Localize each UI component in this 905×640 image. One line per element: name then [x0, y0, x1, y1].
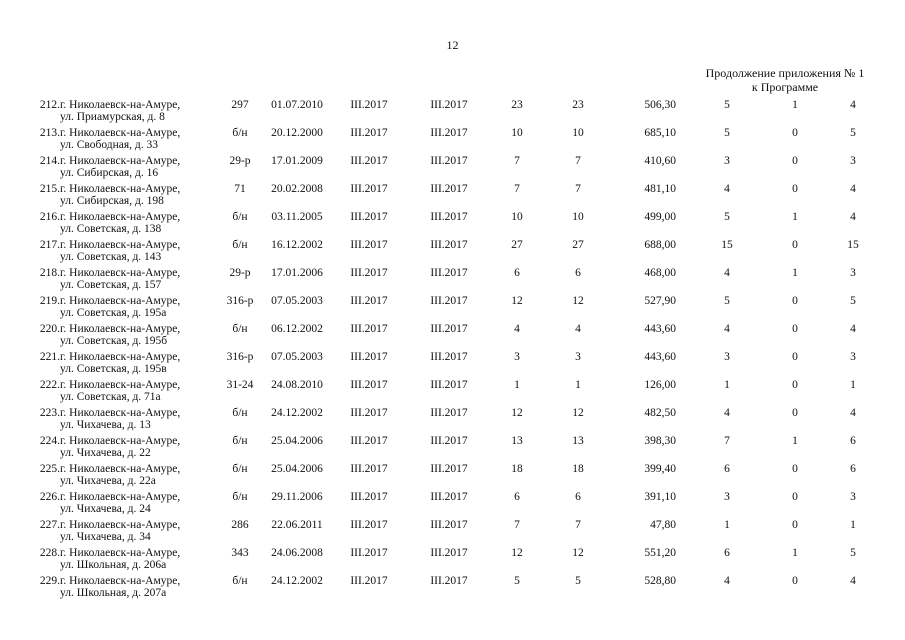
start-quarter: III.2017	[350, 463, 388, 475]
apartments-total: 3	[724, 491, 730, 503]
document-number: б/н	[232, 239, 248, 251]
start-quarter: III.2017	[350, 491, 388, 503]
document-date: 25.04.2006	[271, 435, 323, 447]
address	[60, 463, 225, 487]
table-row	[0, 351, 905, 379]
document-number: б/н	[232, 575, 248, 587]
end-quarter: III.2017	[430, 491, 468, 503]
row-number: 216.	[39, 211, 60, 223]
area-value: 47,80	[650, 519, 676, 531]
area-value: 481,10	[644, 183, 676, 195]
residents-resettled: 1	[575, 379, 581, 391]
apartments-private: 1	[850, 519, 856, 531]
address-city: г. Николаевск-на-Амуре,	[60, 295, 181, 307]
residents-resettled: 12	[572, 547, 584, 559]
address-street: ул. Советская, д. 195в	[60, 363, 167, 375]
table-row	[0, 295, 905, 323]
apartments-municipal: 0	[792, 239, 798, 251]
address-city: г. Николаевск-на-Амуре,	[60, 211, 181, 223]
end-quarter: III.2017	[430, 351, 468, 363]
apartments-municipal: 0	[792, 155, 798, 167]
address-street: ул. Чихачева, д. 13	[60, 419, 151, 431]
end-quarter: III.2017	[430, 211, 468, 223]
address-street: ул. Приамурская, д. 8	[60, 111, 165, 123]
table-row	[0, 491, 905, 519]
address-street: ул. Сибирская, д. 16	[60, 167, 159, 179]
apartments-private: 3	[850, 351, 856, 363]
apartments-private: 15	[847, 239, 859, 251]
row-number: 223.	[39, 407, 60, 419]
residents-resettled: 18	[572, 463, 584, 475]
table-row	[0, 239, 905, 267]
table-row	[0, 323, 905, 351]
residents-resettled: 27	[572, 239, 584, 251]
end-quarter: III.2017	[430, 435, 468, 447]
area-value: 527,90	[644, 295, 676, 307]
apartments-municipal: 0	[792, 491, 798, 503]
address-city: г. Николаевск-на-Амуре,	[60, 323, 181, 335]
apartments-total: 5	[724, 127, 730, 139]
table-row	[0, 547, 905, 575]
apartments-total: 3	[724, 351, 730, 363]
apartments-total: 7	[724, 435, 730, 447]
apartments-municipal: 0	[792, 519, 798, 531]
residents-count: 3	[514, 351, 520, 363]
document-number: б/н	[232, 463, 248, 475]
row-number: 228.	[39, 547, 60, 559]
address-street: ул. Чихачева, д. 34	[60, 531, 151, 543]
apartments-municipal: 1	[792, 547, 798, 559]
address-city: г. Николаевск-на-Амуре,	[60, 155, 181, 167]
area-value: 482,50	[644, 407, 676, 419]
apartments-municipal: 1	[792, 435, 798, 447]
apartments-private: 4	[850, 211, 856, 223]
table-row	[0, 435, 905, 463]
table-row	[0, 183, 905, 211]
end-quarter: III.2017	[430, 519, 468, 531]
address-street: ул. Чихачева, д. 24	[60, 503, 151, 515]
apartments-total: 4	[724, 407, 730, 419]
residents-count: 12	[511, 407, 523, 419]
residents-count: 18	[511, 463, 523, 475]
address	[60, 99, 225, 123]
apartments-private: 6	[850, 463, 856, 475]
document-number: б/н	[232, 323, 248, 335]
start-quarter: III.2017	[350, 239, 388, 251]
start-quarter: III.2017	[350, 183, 388, 195]
apartments-total: 4	[724, 183, 730, 195]
address-city: г. Николаевск-на-Амуре,	[60, 127, 181, 139]
address	[60, 127, 225, 151]
area-value: 410,60	[644, 155, 676, 167]
address	[60, 407, 225, 431]
row-number: 215.	[39, 183, 60, 195]
area-value: 443,60	[644, 323, 676, 335]
row-number: 219.	[39, 295, 60, 307]
document-date: 25.04.2006	[271, 463, 323, 475]
apartments-total: 6	[724, 463, 730, 475]
document-number: б/н	[232, 211, 248, 223]
address	[60, 491, 225, 515]
row-number: 229.	[39, 575, 60, 587]
apartments-municipal: 0	[792, 407, 798, 419]
address-city: г. Николаевск-на-Амуре,	[60, 575, 181, 587]
residents-resettled: 5	[575, 575, 581, 587]
apartments-private: 4	[850, 323, 856, 335]
area-value: 688,00	[644, 239, 676, 251]
address-street: ул. Сибирская, д. 198	[60, 195, 164, 207]
apartments-total: 6	[724, 547, 730, 559]
address-city: г. Николаевск-на-Амуре,	[60, 183, 181, 195]
end-quarter: III.2017	[430, 575, 468, 587]
apartments-total: 1	[724, 519, 730, 531]
document-date: 24.08.2010	[271, 379, 323, 391]
apartments-private: 5	[850, 547, 856, 559]
document-date: 07.05.2003	[271, 295, 323, 307]
area-value: 685,10	[644, 127, 676, 139]
address	[60, 239, 225, 263]
apartments-municipal: 1	[792, 211, 798, 223]
address	[60, 211, 225, 235]
document-number: 316-р	[226, 351, 254, 363]
apartments-municipal: 1	[792, 267, 798, 279]
document-number: б/н	[232, 491, 248, 503]
address-city: г. Николаевск-на-Амуре,	[60, 351, 181, 363]
apartments-municipal: 0	[792, 183, 798, 195]
row-number: 214.	[39, 155, 60, 167]
residents-count: 27	[511, 239, 523, 251]
residents-count: 7	[514, 183, 520, 195]
apartments-private: 3	[850, 491, 856, 503]
page-number: 12	[446, 38, 459, 52]
start-quarter: III.2017	[350, 267, 388, 279]
end-quarter: III.2017	[430, 379, 468, 391]
apartments-municipal: 0	[792, 127, 798, 139]
address	[60, 155, 225, 179]
document-number: б/н	[232, 127, 248, 139]
address	[60, 267, 225, 291]
document-number: 297	[231, 99, 249, 111]
housing-table	[0, 99, 905, 603]
start-quarter: III.2017	[350, 547, 388, 559]
start-quarter: III.2017	[350, 295, 388, 307]
residents-resettled: 3	[575, 351, 581, 363]
address-city: г. Николаевск-на-Амуре,	[60, 267, 181, 279]
document-date: 01.07.2010	[271, 99, 323, 111]
address	[60, 351, 225, 375]
table-row	[0, 407, 905, 435]
apartments-total: 1	[724, 379, 730, 391]
apartments-municipal: 1	[792, 99, 798, 111]
start-quarter: III.2017	[350, 211, 388, 223]
start-quarter: III.2017	[350, 519, 388, 531]
residents-resettled: 13	[572, 435, 584, 447]
end-quarter: III.2017	[430, 127, 468, 139]
address-street: ул. Свободная, д. 33	[60, 139, 159, 151]
document-date: 29.11.2006	[271, 491, 323, 503]
document-date: 17.01.2009	[271, 155, 323, 167]
address-city: г. Николаевск-на-Амуре,	[60, 239, 181, 251]
document-number: 29-р	[229, 267, 251, 279]
residents-count: 1	[514, 379, 520, 391]
row-number: 224.	[39, 435, 60, 447]
area-value: 391,10	[644, 491, 676, 503]
row-number: 221.	[39, 351, 60, 363]
appendix-note-line1: Продолжение приложения № 1	[705, 66, 865, 80]
area-value: 398,30	[644, 435, 676, 447]
address	[60, 575, 225, 599]
apartments-total: 15	[721, 239, 733, 251]
residents-count: 12	[511, 547, 523, 559]
address	[60, 379, 225, 403]
row-number: 218.	[39, 267, 60, 279]
apartments-municipal: 0	[792, 351, 798, 363]
address-city: г. Николаевск-на-Амуре,	[60, 463, 181, 475]
table-row	[0, 379, 905, 407]
apartments-municipal: 0	[792, 463, 798, 475]
start-quarter: III.2017	[350, 575, 388, 587]
address-street: ул. Советская, д. 71а	[60, 391, 161, 403]
document-date: 24.12.2002	[271, 575, 323, 587]
residents-count: 10	[511, 211, 523, 223]
apartments-total: 4	[724, 575, 730, 587]
address-city: г. Николаевск-на-Амуре,	[60, 99, 181, 111]
row-number: 212.	[39, 99, 60, 111]
address-street: ул. Советская, д. 157	[60, 279, 162, 291]
document-date: 07.05.2003	[271, 351, 323, 363]
end-quarter: III.2017	[430, 407, 468, 419]
document-date: 17.01.2006	[271, 267, 323, 279]
end-quarter: III.2017	[430, 295, 468, 307]
residents-count: 13	[511, 435, 523, 447]
row-number: 226.	[39, 491, 60, 503]
document-date: 20.02.2008	[271, 183, 323, 195]
appendix-note	[690, 66, 880, 94]
document-date: 20.12.2000	[271, 127, 323, 139]
start-quarter: III.2017	[350, 155, 388, 167]
table-row	[0, 99, 905, 127]
table-row	[0, 575, 905, 603]
area-value: 528,80	[644, 575, 676, 587]
address-city: г. Николаевск-на-Амуре,	[60, 547, 181, 559]
start-quarter: III.2017	[350, 407, 388, 419]
area-value: 506,30	[644, 99, 676, 111]
area-value: 551,20	[644, 547, 676, 559]
address	[60, 547, 225, 571]
document-date: 24.12.2002	[271, 407, 323, 419]
table-row	[0, 519, 905, 547]
area-value: 399,40	[644, 463, 676, 475]
document-number: 316-р	[226, 295, 254, 307]
start-quarter: III.2017	[350, 435, 388, 447]
residents-count: 12	[511, 295, 523, 307]
document-number: 29-р	[229, 155, 251, 167]
address-city: г. Николаевск-на-Амуре,	[60, 379, 181, 391]
document-number: 343	[231, 547, 249, 559]
address	[60, 183, 225, 207]
address-street: ул. Школьная, д. 207а	[60, 587, 167, 599]
table-row	[0, 463, 905, 491]
table-row	[0, 155, 905, 183]
apartments-municipal: 0	[792, 379, 798, 391]
start-quarter: III.2017	[350, 379, 388, 391]
residents-count: 7	[514, 519, 520, 531]
table-row	[0, 267, 905, 295]
end-quarter: III.2017	[430, 183, 468, 195]
document-date: 22.06.2011	[271, 519, 323, 531]
address-street: ул. Школьная, д. 206а	[60, 559, 167, 571]
apartments-municipal: 0	[792, 295, 798, 307]
address-street: ул. Советская, д. 143	[60, 251, 162, 263]
document-number: б/н	[232, 407, 248, 419]
address-city: г. Николаевск-на-Амуре,	[60, 519, 181, 531]
residents-resettled: 10	[572, 211, 584, 223]
residents-count: 10	[511, 127, 523, 139]
appendix-note-line2: к Программе	[751, 80, 819, 94]
apartments-total: 3	[724, 155, 730, 167]
area-value: 499,00	[644, 211, 676, 223]
apartments-private: 5	[850, 295, 856, 307]
row-number: 227.	[39, 519, 60, 531]
row-number: 220.	[39, 323, 60, 335]
document-date: 24.06.2008	[271, 547, 323, 559]
document-date: 03.11.2005	[271, 211, 323, 223]
residents-count: 5	[514, 575, 520, 587]
document-number: б/н	[232, 435, 248, 447]
residents-resettled: 7	[575, 519, 581, 531]
start-quarter: III.2017	[350, 127, 388, 139]
residents-resettled: 7	[575, 155, 581, 167]
address-street: ул. Советская, д. 195а	[60, 307, 167, 319]
address-city: г. Николаевск-на-Амуре,	[60, 407, 181, 419]
apartments-municipal: 0	[792, 575, 798, 587]
area-value: 126,00	[644, 379, 676, 391]
address-street: ул. Советская, д. 138	[60, 223, 162, 235]
residents-resettled: 23	[572, 99, 584, 111]
address	[60, 323, 225, 347]
address-street: ул. Чихачева, д. 22а	[60, 475, 156, 487]
residents-resettled: 6	[575, 491, 581, 503]
residents-count: 6	[514, 491, 520, 503]
table-row	[0, 211, 905, 239]
apartments-private: 4	[850, 99, 856, 111]
end-quarter: III.2017	[430, 99, 468, 111]
row-number: 213.	[39, 127, 60, 139]
apartments-total: 5	[724, 99, 730, 111]
residents-count: 7	[514, 155, 520, 167]
apartments-private: 5	[850, 127, 856, 139]
row-number: 217.	[39, 239, 60, 251]
end-quarter: III.2017	[430, 323, 468, 335]
document-date: 16.12.2002	[271, 239, 323, 251]
address-city: г. Николаевск-на-Амуре,	[60, 491, 181, 503]
end-quarter: III.2017	[430, 239, 468, 251]
apartments-private: 6	[850, 435, 856, 447]
end-quarter: III.2017	[430, 267, 468, 279]
apartments-total: 4	[724, 323, 730, 335]
end-quarter: III.2017	[430, 547, 468, 559]
start-quarter: III.2017	[350, 323, 388, 335]
document-number: 71	[234, 183, 246, 195]
residents-count: 4	[514, 323, 520, 335]
start-quarter: III.2017	[350, 99, 388, 111]
apartments-total: 5	[724, 295, 730, 307]
address	[60, 519, 225, 543]
start-quarter: III.2017	[350, 351, 388, 363]
row-number: 222.	[39, 379, 60, 391]
apartments-private: 4	[850, 575, 856, 587]
address-city: г. Николаевск-на-Амуре,	[60, 435, 181, 447]
apartments-total: 4	[724, 267, 730, 279]
apartments-total: 5	[724, 211, 730, 223]
address	[60, 295, 225, 319]
residents-resettled: 4	[575, 323, 581, 335]
address-street: ул. Чихачева, д. 22	[60, 447, 151, 459]
apartments-private: 3	[850, 155, 856, 167]
document-number: 31-24	[226, 379, 254, 391]
table-row	[0, 127, 905, 155]
residents-resettled: 7	[575, 183, 581, 195]
apartments-private: 4	[850, 183, 856, 195]
document-date: 06.12.2002	[271, 323, 323, 335]
apartments-private: 1	[850, 379, 856, 391]
area-value: 443,60	[644, 351, 676, 363]
residents-resettled: 12	[572, 295, 584, 307]
residents-resettled: 10	[572, 127, 584, 139]
address-street: ул. Советская, д. 195б	[60, 335, 168, 347]
end-quarter: III.2017	[430, 463, 468, 475]
end-quarter: III.2017	[430, 155, 468, 167]
apartments-private: 4	[850, 407, 856, 419]
residents-resettled: 6	[575, 267, 581, 279]
residents-count: 23	[511, 99, 523, 111]
residents-resettled: 12	[572, 407, 584, 419]
area-value: 468,00	[644, 267, 676, 279]
document-number: 286	[231, 519, 249, 531]
apartments-private: 3	[850, 267, 856, 279]
row-number: 225.	[39, 463, 60, 475]
apartments-municipal: 0	[792, 323, 798, 335]
address	[60, 435, 225, 459]
residents-count: 6	[514, 267, 520, 279]
